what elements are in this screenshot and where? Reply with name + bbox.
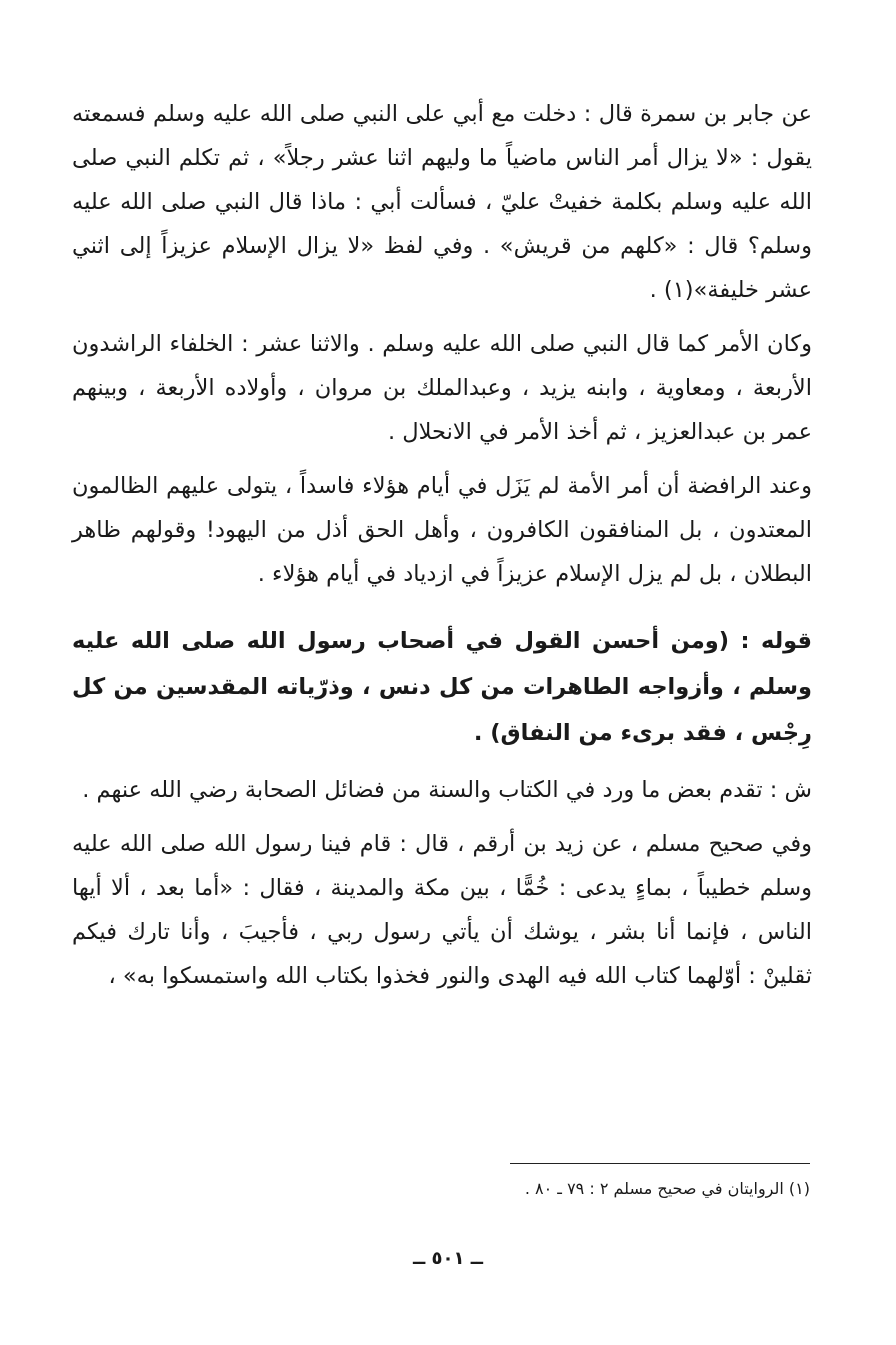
paragraph-commentary: ش : تقدم بعض ما ورد في الكتاب والسنة من فضائل الصحابة رضي الله عنهم . [82, 777, 812, 803]
page-number: ــ ٥٠١ ــ [412, 1248, 484, 1269]
paragraph-matn-quote: قوله : (ومن أحسن القول في أصحاب رسول الله صلى الله عليه وسلم ، وأزواجه الطاهرات من كل دنس ، وذرّياته المقدسين من كل رِجْس ، فقد برىء من النفاق) . [72, 628, 812, 746]
paragraph-hadith-jabir: عن جابر بن سمرة قال : دخلت مع أبي على النبي صلى الله عليه وسلم فسمعته يقول : «لا يزال أمر الناس ماضياً ما وليهم اثنا عشر رجلاً» ، ثم تكلم النبي صلى الله عليه وسلم بكلمة خفيتْ عليّ ، فسألت أبي : ماذا قال النبي صلى الله عليه وسلم؟ قال : «كلهم من قريش» . وفي لفظ «لا يزال الإسلام عزيزاً إلى اثني عشر خليفة»(١) . [72, 101, 812, 303]
paragraph-twelve-caliphs: وكان الأمر كما قال النبي صلى الله عليه وسلم . والاثنا عشر : الخلفاء الراشدون الأربعة ، ومعاوية ، وابنه يزيد ، وعبدالملك بن مروان ، وأولاده الأربعة ، وبينهم عمر بن عبدالعزيز ، ثم أخذ الأمر في الانحلال . [72, 331, 812, 445]
footnote-divider [510, 1163, 810, 1164]
paragraph-hadith-zayd: وفي صحيح مسلم ، عن زيد بن أرقم ، قال : قام فينا رسول الله صلى الله عليه وسلم خطيباً ، بماءٍ يدعى : خُمًّا ، بين مكة والمدينة ، فقال : «أما بعد ، ألا أيها الناس ، فإنما أنا بشر ، يوشك أن يأتي رسول ربي ، فأجيبَ ، وأنا تارك فيكم ثقلينْ : أوّلهما كتاب الله فيه الهدى والنور فخذوا بكتاب الله واستمسكوا به» ، [72, 831, 812, 989]
page-body [72, 92, 812, 998]
footnote: (١) الروايتان في صحيح مسلم ٢ : ٧٩ ـ ٨٠ . [524, 1179, 810, 1198]
paragraph-rafida-view: وعند الرافضة أن أمر الأمة لم يَزَل في أيام هؤلاء فاسداً ، يتولى عليهم الظالمون المعتدون ، بل المنافقون الكافرون ، وأهل الحق أذل من اليهود! وقولهم ظاهر البطلان ، بل لم يزل الإسلام عزيزاً في ازدياد في أيام هؤلاء . [72, 473, 812, 587]
